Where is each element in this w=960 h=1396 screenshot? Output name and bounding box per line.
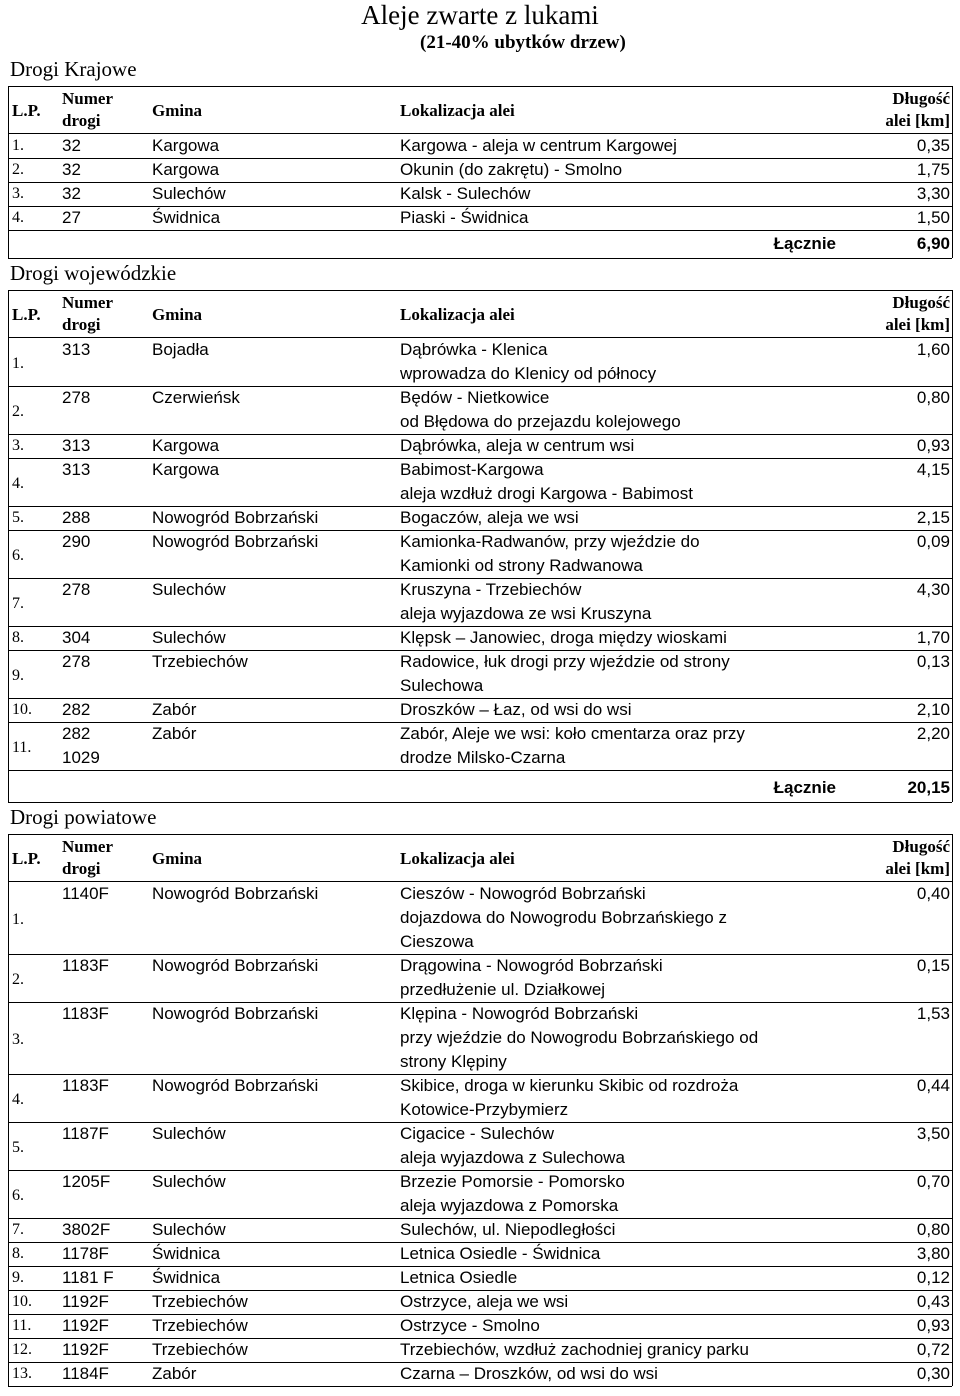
row-gmina: Nowogród Bobrzański (152, 1076, 319, 1095)
row-numer: 1192F (62, 1340, 109, 1359)
row-numer: 1181 F (62, 1268, 114, 1287)
row-lp: 1. (12, 137, 24, 154)
row-lp: 10. (12, 701, 32, 718)
row-dlugosc: 0,93 (916, 1316, 950, 1335)
header-alei-km: alei [km] (885, 859, 950, 878)
row-lp: 3. (12, 185, 24, 202)
row-lp: 5. (12, 509, 24, 526)
row-lp: 2. (12, 161, 24, 178)
row-lp: 10. (12, 1293, 32, 1310)
row-gmina: Nowogród Bobrzański (152, 1004, 319, 1023)
row-numer: 32 (62, 184, 81, 203)
row-dlugosc: 1,60 (916, 340, 950, 359)
header-dlugosc: Długość (892, 293, 950, 312)
row-dlugosc: 0,13 (916, 652, 950, 671)
row-dlugosc: 0,15 (916, 956, 950, 975)
row-dlugosc: 0,40 (916, 884, 950, 903)
row-dlugosc: 0,43 (916, 1292, 950, 1311)
row-lp: 12. (12, 1341, 32, 1358)
row-numer: 282 (62, 724, 91, 743)
row-numer: 1184F (62, 1364, 109, 1383)
row-numer: 27 (62, 208, 81, 227)
row-numer: 282 (62, 700, 91, 719)
row-gmina: Czerwieńsk (152, 388, 240, 407)
row-lokalizacja: aleja wyjazdowa ze wsi Kruszyna (400, 604, 652, 623)
row-numer: 313 (62, 460, 91, 479)
row-lokalizacja: Cieszowa (400, 932, 474, 951)
header-drogi: drogi (62, 859, 101, 878)
row-gmina: Trzebiechów (152, 1340, 248, 1359)
table-border (952, 290, 953, 802)
header-lp: L.P. (12, 305, 41, 324)
row-numer: 1183F (62, 956, 109, 975)
row-lokalizacja: Kruszyna - Trzebiechów (400, 580, 582, 599)
row-lokalizacja: Kalsk - Sulechów (400, 184, 531, 203)
row-numer: 1183F (62, 1076, 109, 1095)
row-lp: 2. (12, 403, 24, 420)
row-lokalizacja: Dąbrówka, aleja w centrum wsi (400, 436, 635, 455)
header-dlugosc: Długość (892, 837, 950, 856)
row-lokalizacja: aleja wyjazdowa z Pomorska (400, 1196, 619, 1215)
row-numer: 313 (62, 436, 91, 455)
row-dlugosc: 1,70 (916, 628, 950, 647)
header-alei-km: alei [km] (885, 111, 950, 130)
row-lokalizacja: Okunin (do zakrętu) - Smolno (400, 160, 623, 179)
total-value: 6,90 (916, 234, 950, 253)
row-dlugosc: 3,30 (916, 184, 950, 203)
row-lokalizacja: Kotowice-Przybymierz (400, 1100, 569, 1119)
row-lokalizacja: Sulechowa (400, 676, 484, 695)
row-numer: 32 (62, 160, 81, 179)
row-gmina: Zabór (152, 724, 197, 743)
row-lp: 3. (12, 437, 24, 454)
row-dlugosc: 0,70 (916, 1172, 950, 1191)
header-numer: Numer (62, 837, 113, 856)
row-dlugosc: 4,30 (916, 580, 950, 599)
header-lokalizacja: Lokalizacja alei (400, 101, 515, 120)
row-lp: 9. (12, 667, 24, 684)
header-lp: L.P. (12, 849, 41, 868)
row-gmina: Nowogród Bobrzański (152, 532, 319, 551)
row-dlugosc: 2,10 (916, 700, 950, 719)
row-lokalizacja: aleja wyjazdowa z Sulechowa (400, 1148, 625, 1167)
row-lokalizacja: drodze Milsko-Czarna (400, 748, 566, 767)
row-gmina: Nowogród Bobrzański (152, 508, 319, 527)
row-lp: 9. (12, 1269, 24, 1286)
row-numer: 1192F (62, 1316, 109, 1335)
row-lokalizacja: Cieszów - Nowogród Bobrzański (400, 884, 646, 903)
section-title: Drogi powiatowe (10, 805, 157, 829)
row-lp: 13. (12, 1365, 32, 1382)
row-gmina: Zabór (152, 700, 197, 719)
header-gmina: Gmina (152, 305, 203, 324)
row-lokalizacja: Ostrzyce - Smolno (400, 1316, 540, 1335)
row-divider (8, 258, 952, 259)
row-numer: 1192F (62, 1292, 109, 1311)
row-gmina: Nowogród Bobrzański (152, 956, 319, 975)
header-numer: Numer (62, 293, 113, 312)
row-dlugosc: 0,44 (916, 1076, 950, 1095)
section-title: Drogi wojewódzkie (10, 261, 177, 285)
row-dlugosc: 1,50 (916, 208, 950, 227)
row-lokalizacja: Letnica Osiedle - Świdnica (400, 1244, 601, 1263)
row-gmina: Sulechów (152, 1124, 226, 1143)
row-divider (8, 1386, 952, 1387)
table-border (952, 86, 953, 258)
row-lokalizacja: Kargowa - aleja w centrum Kargowej (400, 136, 677, 155)
row-gmina: Trzebiechów (152, 1292, 248, 1311)
row-dlugosc: 0,30 (916, 1364, 950, 1383)
row-divider (8, 230, 952, 231)
row-lokalizacja: od Błędowa do przejazdu kolejowego (400, 412, 681, 431)
row-numer: 278 (62, 388, 91, 407)
row-gmina: Bojadła (152, 340, 209, 359)
row-gmina: Zabór (152, 1364, 197, 1383)
row-lokalizacja: wprowadza do Klenicy od północy (400, 364, 657, 383)
row-dlugosc: 0,93 (916, 436, 950, 455)
row-lokalizacja: dojazdowa do Nowogrodu Bobrzańskiego z (400, 908, 727, 927)
row-lokalizacja: Brzezie Pomorsie - Pomorsko (400, 1172, 625, 1191)
row-lp: 8. (12, 1245, 24, 1262)
row-dlugosc: 3,80 (916, 1244, 950, 1263)
row-lokalizacja: Radowice, łuk drogi przy wjeździe od strony (400, 652, 730, 671)
row-lp: 2. (12, 971, 24, 988)
row-lp: 4. (12, 1091, 24, 1108)
row-numer: 1187F (62, 1124, 109, 1143)
row-lp: 1. (12, 911, 24, 928)
row-lokalizacja: Ostrzyce, aleja we wsi (400, 1292, 569, 1311)
row-numer: 1178F (62, 1244, 109, 1263)
page-title: Aleje zwarte z lukami (361, 0, 599, 30)
row-lp: 11. (12, 1317, 32, 1334)
row-numer: 313 (62, 340, 91, 359)
row-lokalizacja: Drągowina - Nowogród Bobrzański (400, 956, 663, 975)
header-lokalizacja: Lokalizacja alei (400, 849, 515, 868)
row-numer: 304 (62, 628, 91, 647)
row-divider (8, 86, 952, 87)
row-gmina: Świdnica (152, 208, 221, 227)
row-lokalizacja: Letnica Osiedle (400, 1268, 518, 1287)
row-divider (8, 802, 952, 803)
row-gmina: Sulechów (152, 1172, 226, 1191)
row-gmina: Sulechów (152, 628, 226, 647)
row-lp: 7. (12, 1221, 24, 1238)
row-lokalizacja: aleja wzdłuż drogi Kargowa - Babimost (400, 484, 693, 503)
row-numer: 1140F (62, 884, 109, 903)
row-gmina: Świdnica (152, 1268, 221, 1287)
row-lokalizacja: Klępina - Nowogród Bobrzański (400, 1004, 639, 1023)
row-dlugosc: 1,53 (916, 1004, 950, 1023)
table-border (8, 86, 9, 258)
row-lokalizacja: Piaski - Świdnica (400, 208, 529, 227)
row-numer: 278 (62, 652, 91, 671)
total-label: Łącznie (773, 234, 836, 253)
row-gmina: Kargowa (152, 160, 220, 179)
row-numer: 3802F (62, 1220, 111, 1239)
row-divider (8, 834, 952, 835)
row-gmina: Kargowa (152, 136, 220, 155)
row-lokalizacja: Bogaczów, aleja we wsi (400, 508, 579, 527)
row-lp: 1. (12, 355, 24, 372)
total-value: 20,15 (907, 778, 950, 797)
row-dlugosc: 0,80 (916, 388, 950, 407)
header-gmina: Gmina (152, 849, 203, 868)
row-numer: 288 (62, 508, 91, 527)
table-border (952, 834, 953, 1386)
row-lokalizacja: Klępsk – Janowiec, droga między wioskami (400, 628, 727, 647)
row-numer: 278 (62, 580, 91, 599)
row-numer: 290 (62, 532, 91, 551)
row-gmina: Kargowa (152, 436, 220, 455)
row-gmina: Sulechów (152, 1220, 226, 1239)
row-dlugosc: 0,35 (916, 136, 950, 155)
header-lokalizacja: Lokalizacja alei (400, 305, 515, 324)
row-lp: 8. (12, 629, 24, 646)
row-dlugosc: 2,15 (916, 508, 950, 527)
row-dlugosc: 3,50 (916, 1124, 950, 1143)
header-numer: Numer (62, 89, 113, 108)
row-numer: 1205F (62, 1172, 111, 1191)
row-gmina: Kargowa (152, 460, 220, 479)
row-numer: 1183F (62, 1004, 109, 1023)
table-border (8, 834, 9, 1386)
row-gmina: Nowogród Bobrzański (152, 884, 319, 903)
header-alei-km: alei [km] (885, 315, 950, 334)
row-gmina: Trzebiechów (152, 1316, 248, 1335)
row-lokalizacja: Sulechów, ul. Niepodległości (400, 1220, 616, 1239)
row-lokalizacja: Babimost-Kargowa (400, 460, 544, 479)
total-label: Łącznie (773, 778, 836, 797)
row-lokalizacja: Kamionka-Radwanów, przy wjeździe do (400, 532, 700, 551)
row-gmina: Sulechów (152, 580, 226, 599)
row-numer: 32 (62, 136, 81, 155)
row-lp: 11. (12, 739, 32, 756)
row-numer: 1029 (62, 748, 100, 767)
header-lp: L.P. (12, 101, 41, 120)
row-lokalizacja: Dąbrówka - Klenica (400, 340, 548, 359)
row-dlugosc: 0,80 (916, 1220, 950, 1239)
header-drogi: drogi (62, 111, 101, 130)
row-dlugosc: 0,12 (916, 1268, 950, 1287)
row-divider (8, 290, 952, 291)
row-lokalizacja: Droszków – Łaz, od wsi do wsi (400, 700, 632, 719)
row-gmina: Trzebiechów (152, 652, 248, 671)
row-lp: 5. (12, 1139, 24, 1156)
table-border (8, 290, 9, 802)
row-dlugosc: 1,75 (916, 160, 950, 179)
row-lokalizacja: strony Klępiny (400, 1052, 507, 1071)
row-lokalizacja: Kamionki od strony Radwanowa (400, 556, 643, 575)
header-gmina: Gmina (152, 101, 203, 120)
row-lokalizacja: przedłużenie ul. Działkowej (400, 980, 606, 999)
header-drogi: drogi (62, 315, 101, 334)
row-dlugosc: 0,09 (916, 532, 950, 551)
row-dlugosc: 0,72 (916, 1340, 950, 1359)
row-lp: 4. (12, 209, 24, 226)
row-gmina: Sulechów (152, 184, 226, 203)
header-dlugosc: Długość (892, 89, 950, 108)
section-title: Drogi Krajowe (10, 57, 137, 81)
row-lp: 3. (12, 1031, 24, 1048)
page-subtitle: (21-40% ubytków drzew) (420, 32, 626, 53)
row-lokalizacja: Trzebiechów, wzdłuż zachodniej granicy parku (400, 1340, 749, 1359)
row-lokalizacja: przy wjeździe do Nowogrodu Bobrzańskiego od (400, 1028, 759, 1047)
row-lokalizacja: Skibice, droga w kierunku Skibic od rozdroża (400, 1076, 739, 1095)
row-lp: 6. (12, 1187, 24, 1204)
row-lp: 6. (12, 547, 24, 564)
row-lp: 7. (12, 595, 24, 612)
row-gmina: Świdnica (152, 1244, 221, 1263)
row-dlugosc: 2,20 (916, 724, 950, 743)
row-dlugosc: 4,15 (916, 460, 950, 479)
row-divider (8, 770, 952, 771)
row-lokalizacja: Czarna – Droszków, od wsi do wsi (400, 1364, 658, 1383)
row-lokalizacja: Zabór, Aleje we wsi: koło cmentarza oraz przy (400, 724, 745, 743)
row-lokalizacja: Cigacice - Sulechów (400, 1124, 555, 1143)
row-lp: 4. (12, 475, 24, 492)
row-lokalizacja: Będów - Nietkowice (400, 388, 550, 407)
